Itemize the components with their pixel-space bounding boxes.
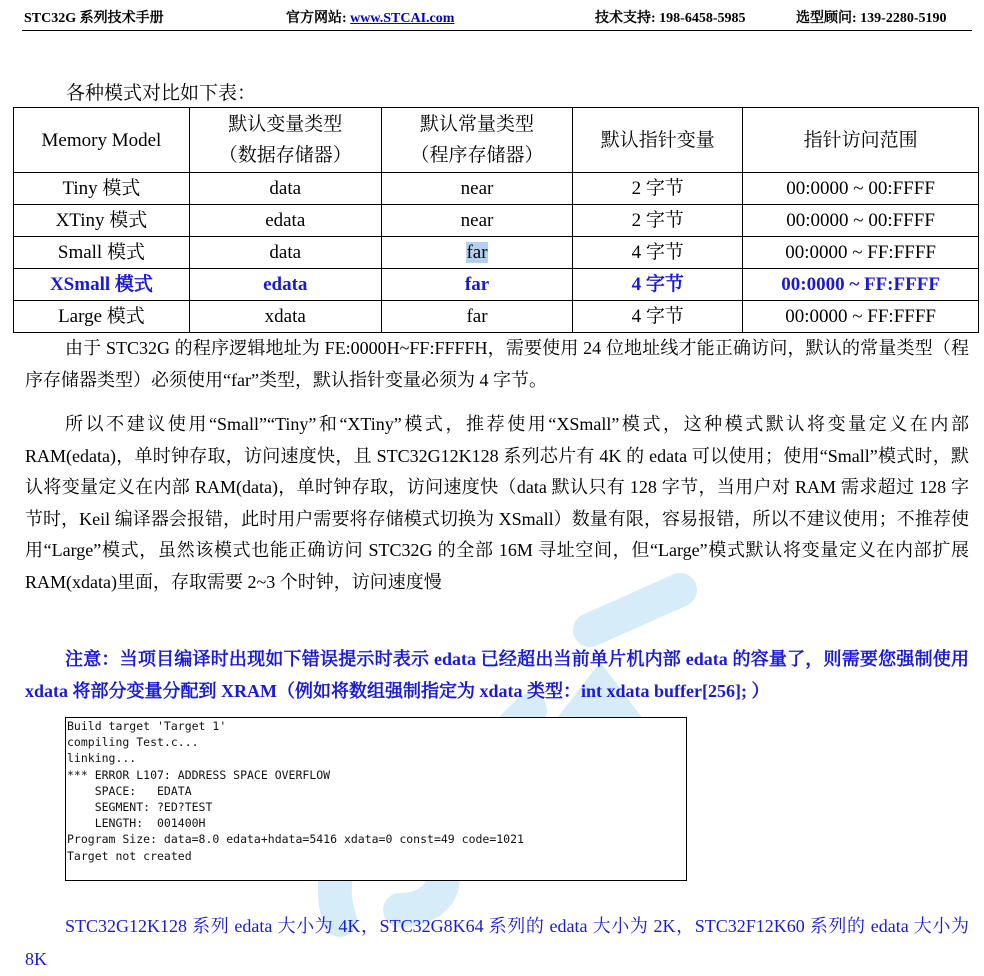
cell-model: XTiny 模式 bbox=[14, 205, 190, 237]
cell-const: far bbox=[381, 301, 573, 333]
site-label: 官方网站: bbox=[286, 11, 351, 26]
table-header-row bbox=[14, 108, 979, 173]
cell-var: xdata bbox=[189, 301, 381, 333]
build-line: linking... bbox=[67, 751, 137, 766]
table-row bbox=[14, 301, 979, 333]
cell-model: Large 模式 bbox=[14, 301, 190, 333]
cell-var: data bbox=[189, 237, 381, 269]
build-output-panel bbox=[65, 717, 687, 881]
paragraph-address-note: 由于 STC32G 的程序逻辑地址为 FE:0000H~FF:FFFFH，需要使用 24 位地址线才能正确访问，默认的常量类型（程序存储器类型）必须使用“far”类型，默认指针变量必须为 4 字节。 bbox=[25, 338, 969, 390]
build-line: Target not created bbox=[67, 848, 192, 863]
cell-var: edata bbox=[189, 205, 381, 237]
header-default-const-type: 默认常量类型 （程序存储器） bbox=[381, 108, 573, 173]
build-line: Program Size: data=8.0 edata+hdata=5416 xdata=0 const=49 code=1021 bbox=[67, 832, 524, 847]
cell-var: edata bbox=[189, 269, 381, 301]
table-row bbox=[14, 173, 979, 205]
support-phone: 技术支持: 198-6458-5985 bbox=[595, 11, 746, 26]
cell-range: 00:0000 ~ 00:FFFF bbox=[743, 205, 979, 237]
table-row-recommended bbox=[14, 269, 979, 301]
cell-ptr: 2 字节 bbox=[573, 205, 743, 237]
cell-const bbox=[381, 237, 573, 269]
cell-ptr: 2 字节 bbox=[573, 173, 743, 205]
build-error-line: *** ERROR L107: ADDRESS SPACE OVERFLOW bbox=[67, 767, 331, 782]
cell-const: near bbox=[381, 205, 573, 237]
build-line: Build target 'Target 1' bbox=[67, 719, 227, 733]
header-pointer-range: 指针访问范围 bbox=[743, 108, 979, 173]
cell-ptr: 4 字节 bbox=[573, 237, 743, 269]
memory-model-table bbox=[13, 107, 979, 333]
intro-text: 各种模式对比如下表： bbox=[66, 83, 257, 104]
build-line: compiling Test.c... bbox=[67, 735, 199, 750]
paragraph-mode-recommendation: 所以不建议使用“Small”“Tiny”和“XTiny”模式，推荐使用“XSmall”模式，这种模式默认将变量定义在内部 RAM(edata)，单时钟存取，访问速度快，且 STC32G12K128 系列芯片有 4K 的 edata 可以使用；使用“Small”模式时，默认将变量定义在内部 RAM(data)，单时钟存取，访问速度快（data 默认只有 128 字节，当用户对 RAM 需求超过 128 字节时，Keil 编译器会报错，此时用户需要将存储模式切换为 XSmall）数量有限，容易报错，所以不建议使用；不推荐使用“Large”模式，虽然该模式也能正确访问 STC32G 的全部 16M 寻址空间，但“Large”模式默认将变量定义在内部扩展 RAM(xdata)里面，存取需要 2~3 个时钟，访问速度慢 bbox=[25, 414, 969, 592]
cell-model: XSmall 模式 bbox=[14, 269, 190, 301]
build-line: SPACE: EDATA bbox=[67, 783, 192, 798]
consult-phone: 选型顾问: 139-2280-5190 bbox=[796, 11, 947, 26]
paragraph-edata-sizes: STC32G12K128 系列 edata 大小为 4K，STC32G8K64 系列的 edata 大小为 2K，STC32F12K60 系列的 edata 大小为 8K bbox=[25, 916, 969, 969]
header-default-var-type: 默认变量类型 （数据存储器） bbox=[189, 108, 381, 173]
cell-model: Tiny 模式 bbox=[14, 173, 190, 205]
manual-title: STC32G 系列技术手册 bbox=[24, 11, 164, 26]
site-link[interactable]: www.STCAI.com bbox=[350, 11, 455, 26]
table-row bbox=[14, 237, 979, 269]
cell-range: 00:0000 ~ 00:FFFF bbox=[743, 173, 979, 205]
cell-ptr: 4 字节 bbox=[573, 269, 743, 301]
cell-var: data bbox=[189, 173, 381, 205]
header-memory-model: Memory Model bbox=[14, 108, 190, 173]
page-header bbox=[22, 0, 972, 31]
selected-text: far bbox=[466, 242, 488, 263]
cell-const: near bbox=[381, 173, 573, 205]
build-line: LENGTH: 001400H bbox=[67, 816, 206, 831]
cell-model: Small 模式 bbox=[14, 237, 190, 269]
official-site bbox=[286, 7, 454, 27]
cell-const: far bbox=[381, 269, 573, 301]
cell-ptr: 4 字节 bbox=[573, 301, 743, 333]
cell-range: 00:0000 ~ FF:FFFF bbox=[743, 269, 979, 301]
warning-note: 注意：当项目编译时出现如下错误提示时表示 edata 已经超出当前单片机内部 edata 的容量了，则需要您强制使用 xdata 将部分变量分配到 XRAM（例如将数组强制指定为 xdata 类型：int xdata buffer[256]; ） bbox=[25, 649, 969, 701]
table-row bbox=[14, 205, 979, 237]
header-default-pointer: 默认指针变量 bbox=[573, 108, 743, 173]
cell-range: 00:0000 ~ FF:FFFF bbox=[743, 237, 979, 269]
cell-range: 00:0000 ~ FF:FFFF bbox=[743, 301, 979, 333]
build-line: SEGMENT: ?ED?TEST bbox=[67, 799, 213, 814]
